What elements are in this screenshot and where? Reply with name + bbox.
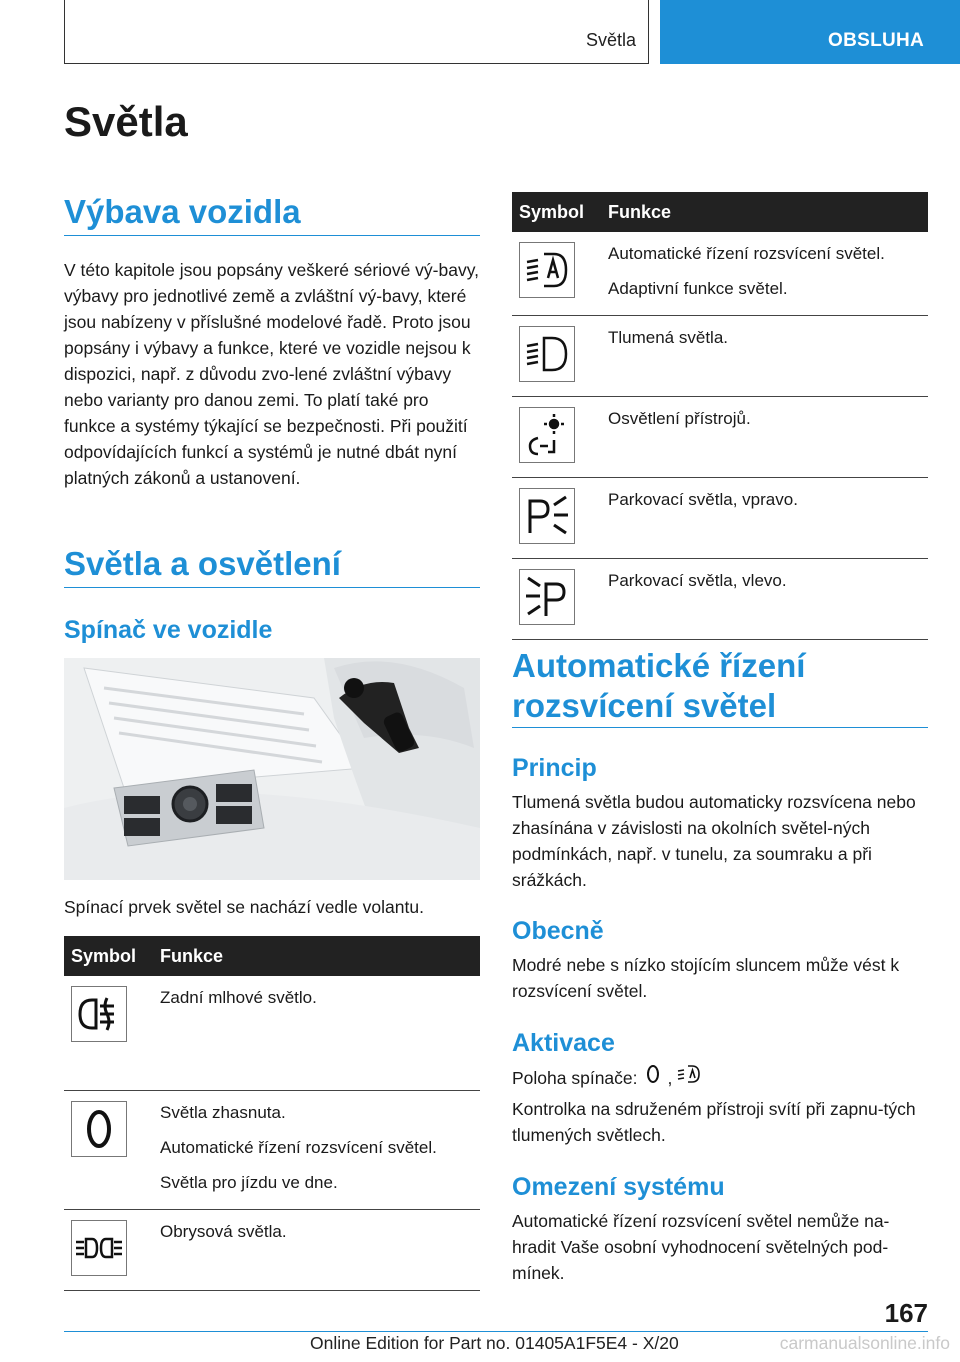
function-text: Adaptivní funkce světel. [608,279,788,298]
header-chapter-tab [660,0,960,64]
section-auto-heading-line1: Automatické řízení [512,647,806,684]
header-box [64,0,649,64]
function-text: Automatické řízení rozsvícení světel. [608,244,885,263]
aktivace-paragraph: Kontrolka na sdruženém přístroji svítí při zapnu-tých tlumených světlech. [512,1099,916,1145]
rear-fog-light-icon [71,986,127,1042]
function-text: Světla zhasnuta. [160,1102,286,1122]
table-row [512,316,928,397]
page-number: 167 [884,1298,928,1328]
aktivace-separator: , [667,1067,673,1088]
function-text: Světla pro jízdu ve dne. [160,1172,338,1192]
function-text: Osvětlení přístrojů. [608,409,751,428]
function-text: Parkovací světla, vlevo. [608,571,787,590]
vybava-paragraph: V této kapitole jsou popsány veškeré sériové vý-bavy, výbavy pro jednotlivé země a zvláštní vý-bavy, které jsou nabízeny v příslušné modelové řadě. Proto jsou popsány i výbavy a funkce, které ve vozidle nejsou k dispozici, např. z důvodu zvo-lené zvláštní výbavy nebo varianty pro danou zemi. To platí také pro funkce a systémy týkající se bezpečnosti. Při použití odpovídajících funkcí a systémů je nutné dbát nyní platných zákonů a ustanovení. [64,260,480,488]
table-row [64,1209,480,1290]
auto-headlight-icon [519,242,575,298]
footer-rule [64,1331,928,1332]
omezeni-paragraph: Automatické řízení rozsvícení světel nemůže na-hradit Vaše osobní vyhodnocení světelných pod-mínek. [512,1211,890,1283]
header-section-title: Světla [585,30,636,50]
function-text: Zadní mlhové světlo. [160,988,317,1007]
table-row [512,397,928,478]
col-symbol-header: Symbol [64,936,153,976]
obecne-paragraph: Modré nebe s nízko stojícím sluncem může vést k rozsvícení světel. [512,955,900,1001]
parking-light-right-icon [519,488,575,544]
parking-light-left-icon [519,569,575,625]
section-auto-heading-line2: rozsvícení světel [512,686,777,724]
lights-off-icon [71,1101,127,1157]
section-auto-heading-wrap [512,646,928,728]
page-title: Světla [64,98,188,145]
function-text: Automatické řízení rozsvícení světel. [160,1137,437,1157]
light-switch-photo [64,658,480,880]
section-vybava-heading: Výbava vozidla [64,193,301,230]
col-function-header: Funkce [153,936,480,976]
function-text: Obrysová světla. [160,1221,287,1241]
instrument-lighting-icon [519,407,575,463]
princip-heading: Princip [512,754,597,782]
col-symbol-header: Symbol [512,192,601,232]
switch-symbol-table [64,936,480,1291]
photo-caption: Spínací prvek světel se nachází vedle volantu. [64,897,424,917]
side-lights-icon [71,1220,127,1276]
section-vybava-heading-wrap [64,192,480,236]
table-row [512,478,928,559]
table-row [512,232,928,316]
table-row [512,559,928,640]
table-row [64,976,480,1090]
table-row [64,1090,480,1209]
section-svetla-heading: Světla a osvětlení [64,545,341,582]
section-svetla-heading-wrap [64,544,480,588]
footer-watermark: carmanualsonline.info [779,1333,950,1353]
header-chapter-label: OBSLUHA [828,30,925,51]
footer-edition: Online Edition for Part no. 01405A1F5E4 - X/20 [310,1333,679,1353]
princip-paragraph: Tlumená světla budou automaticky rozsvícena nebo zhasínána v závislosti na okolních světel-ných podmínkách, např. v tunelu, za soumraku a při srážkách. [512,792,916,890]
switch-off-position-icon [638,1064,668,1091]
table-header-row [512,192,928,232]
col-function-header: Funkce [601,192,928,232]
subsection-spinac-heading: Spínač ve vozidle [64,616,273,644]
aktivace-heading: Aktivace [512,1029,615,1057]
light-symbol-table [512,192,928,640]
function-text: Parkovací světla, vpravo. [608,490,798,509]
low-beam-icon [519,326,575,382]
aktivace-label: Poloha spínače: [512,1067,638,1088]
function-text: Tlumená světla. [608,328,728,347]
table-header-row [64,936,480,976]
obecne-heading: Obecně [512,917,604,945]
omezeni-heading: Omezení systému [512,1173,725,1201]
switch-auto-position-icon [672,1064,706,1091]
aktivace-switch-positions [512,1064,706,1091]
